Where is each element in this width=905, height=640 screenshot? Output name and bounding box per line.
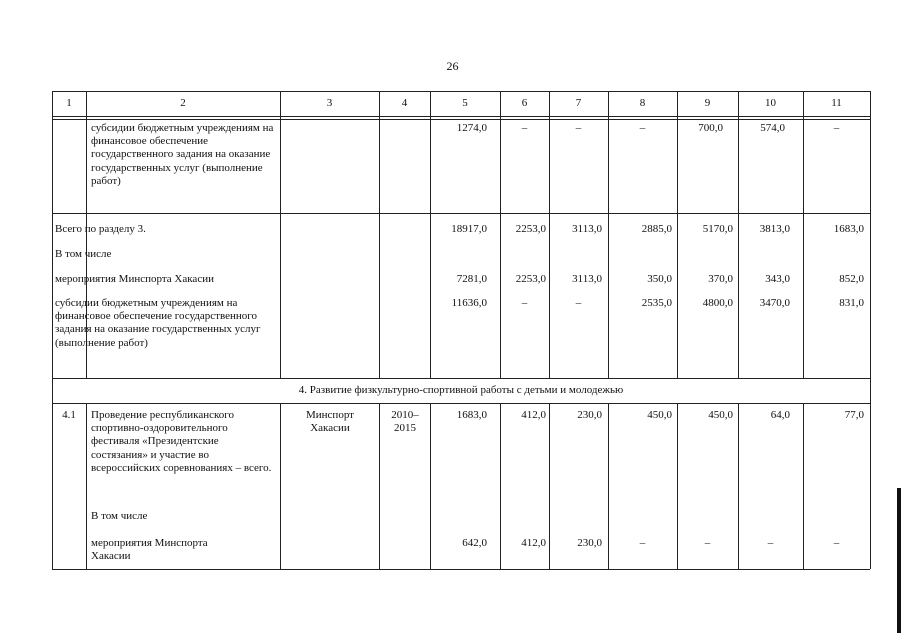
value-cell: 64,0 [770,409,790,421]
value-cell: 3113,0 [572,223,602,235]
scan-edge-mark [897,488,901,633]
value-cell: 4800,0 [702,297,733,309]
value-cell: 700,0 [698,122,723,134]
value-cell: 1683,0 [456,409,487,421]
value-cell: 450,0 [647,409,672,421]
value-cell: – [521,297,528,309]
value-cell: 412,0 [521,537,546,549]
grid-vline [870,91,871,569]
grid-vline [379,91,380,378]
including-label: В том числе [91,510,148,522]
value-cell: – [639,122,646,134]
value-cell: – [767,537,774,549]
value-cell: 574,0 [760,122,785,134]
section-total-label: Всего по разделу 3. [55,223,146,235]
value-cell: 1683,0 [833,223,864,235]
value-cell: 450,0 [708,409,733,421]
value-cell: – [521,122,528,134]
value-cell: 230,0 [577,537,602,549]
col-header: 9 [704,97,711,109]
grid-hline [52,403,870,404]
row-label: субсидии бюджетным учреждениям на финансовое обеспечение государственного задания на оказание государственных услуг (выполнение работ) [91,122,274,187]
grid-hline [52,213,870,214]
value-cell: 343,0 [765,273,790,285]
value-cell: 18917,0 [451,223,487,235]
row-label: субсидии бюджетным учреждениям на финансовое обеспечение государственного задания на оказание государственных услуг (выполнение работ) [55,297,261,349]
row-label: мероприятия Минспорта Хакасии [91,537,208,563]
col-header: 8 [639,97,646,109]
value-cell: 350,0 [647,273,672,285]
value-cell: 7281,0 [456,273,487,285]
value-cell: – [833,122,840,134]
value-cell: 412,0 [521,409,546,421]
value-cell: 2885,0 [641,223,672,235]
value-cell: 2253,0 [515,273,546,285]
row-label: мероприятия Минспорта Хакасии [55,273,214,285]
col-header: 10 [765,97,776,109]
value-cell: 3813,0 [759,223,790,235]
grid-vline [86,403,87,569]
grid-hline [52,116,870,117]
grid-hline [52,569,870,570]
including-label: В том числе [55,248,112,260]
grid-vline [280,403,281,569]
value-cell: 11636,0 [451,297,487,309]
col-header: 7 [575,97,582,109]
col-header: 1 [66,97,72,109]
section-title: 4. Развитие физкультурно-спортивной работы с детьми и молодежью [298,384,624,396]
value-cell: – [575,297,582,309]
row-label: Проведение республиканского спортивно-оздоровительного фестиваля «Президентские состязания» и участие во всероссийских соревнованиях – всего. [91,409,272,474]
value-cell: 77,0 [844,409,864,421]
col-header: 5 [462,97,468,109]
value-cell: – [639,537,646,549]
col-header: 11 [831,97,842,109]
value-cell: 831,0 [839,297,864,309]
col-header: 2 [180,97,186,109]
col-header: 6 [521,97,528,109]
page-number: 26 [446,59,459,73]
value-cell: – [704,537,711,549]
value-cell: – [575,122,582,134]
value-cell: 3470,0 [759,297,790,309]
value-cell: 3113,0 [572,273,602,285]
value-cell: – [833,537,840,549]
value-cell: 2535,0 [641,297,672,309]
col-header: 3 [326,97,333,109]
grid-vline [280,91,281,378]
grid-hline [52,378,870,379]
value-cell: 852,0 [839,273,864,285]
value-cell: 1274,0 [456,122,487,134]
item-number: 4.1 [62,409,76,421]
grid-hline [52,119,870,120]
value-cell: 642,0 [462,537,487,549]
grid-hline [52,91,870,92]
period-cell: 2010–2015 [391,409,419,435]
value-cell: 230,0 [577,409,602,421]
value-cell: 2253,0 [515,223,546,235]
grid-vline [52,91,53,569]
col-header: 4 [401,97,408,109]
grid-vline [379,403,380,569]
executor-cell: Минспорт Хакасии [306,409,354,435]
value-cell: 5170,0 [702,223,733,235]
value-cell: 370,0 [708,273,733,285]
